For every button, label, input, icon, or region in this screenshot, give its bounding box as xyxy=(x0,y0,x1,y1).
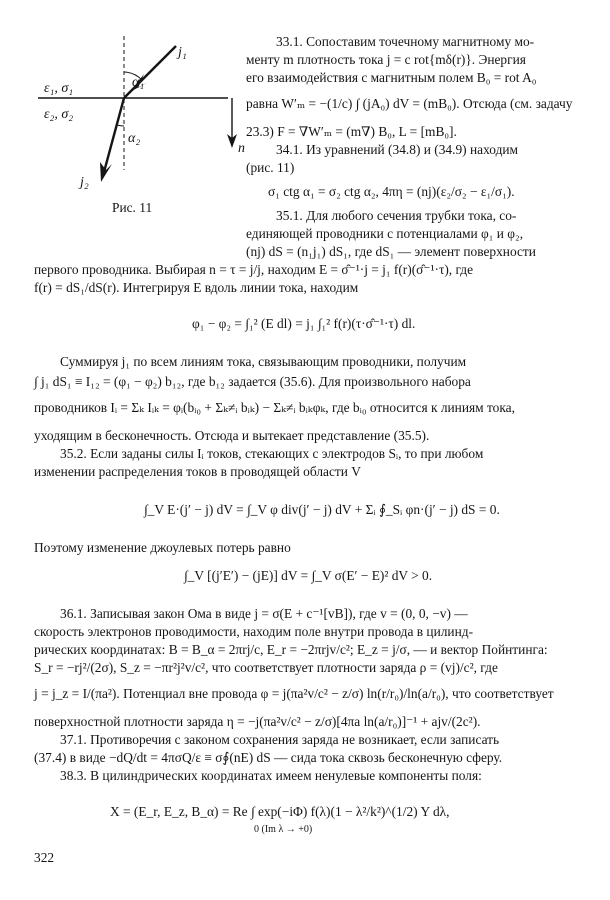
page-number: 322 xyxy=(34,850,55,865)
figure-label-alpha2: α₂ xyxy=(128,131,141,146)
figure-label-alpha1: α₁ xyxy=(132,75,145,90)
equation-line: φ₁ − φ₂ = ∫₁² (E dl) = j₁ ∫₁² f(r)(τ·σ̂⁻¹·τ) dl. xyxy=(192,316,416,331)
figure-11-diagram xyxy=(28,30,268,210)
equation-line: ∫_V E·(j′ − j) dV = ∫_V φ div(j′ − j) dV + Σᵢ ∮_Sᵢ φn·(j′ − j) dS = 0. xyxy=(144,502,500,517)
text-line: (рис. 11) xyxy=(246,160,295,175)
text-line: 36.1. Записывая закон Ома в виде j = σ(E + c⁻¹[vB]), где v = (0, 0, −v) — xyxy=(60,606,468,621)
text-line: 33.1. Сопоставим точечному магнитному мо- xyxy=(276,34,535,49)
figure-label-j1: j₁ xyxy=(178,45,187,60)
text-line: скорость электронов проводимости, находим поле внутри провода в цилинд- xyxy=(34,624,474,639)
figure-label-medium2: ε₂, σ₂ xyxy=(44,107,74,122)
text-line: уходящим в бесконечность. Отсюда и вытекает представление (35.5). xyxy=(34,428,430,443)
equation-line: ∫_V [(j′E′) − (jE)] dV = ∫_V σ(E′ − E)² dV > 0. xyxy=(184,568,433,583)
figure-label-medium1: ε₁, σ₁ xyxy=(44,81,74,96)
text-line: f(r) = dS₁/dS(r). Интегрируя E вдоль линии тока, находим xyxy=(34,280,359,295)
text-line: 35.2. Если заданы силы Iᵢ токов, стекающих с электродов Sᵢ, то при любом xyxy=(60,446,484,461)
equation-line: X = (E_r, E_z, B_α) = Re ∫ exp(−iΦ) f(λ)(1 − λ²/k²)^(1/2) Y dλ, xyxy=(110,804,450,819)
text-line: изменении распределения токов в проводящей области V xyxy=(34,464,361,479)
text-line: равна W′ₘ = −(1/c) ∫ (jA₀) dV = (mB₀). Отсюда (см. задачу xyxy=(246,96,573,111)
text-line: Суммируя j₁ по всем линиям тока, связывающим проводники, получим xyxy=(60,354,467,369)
figure-caption: Рис. 11 xyxy=(112,200,153,215)
figure-label-n: n xyxy=(238,141,245,156)
text-line: 34.1. Из уравнений (34.8) и (34.9) находим xyxy=(276,142,519,157)
equation-line: σ₁ ctg α₁ = σ₂ ctg α₂, 4πη = (nj)(ε₂/σ₂ − ε₁/σ₁). xyxy=(268,184,515,199)
text-line: 23.3) F = ∇W′ₘ = (m∇) B₀, L = [mB₀]. xyxy=(246,124,457,139)
text-line: поверхностной плотности заряда η = −j(πa²v/c² − z/σ)[4πa ln(a/r₀)]⁻¹ + ajv/(2c²). xyxy=(34,714,481,729)
j2-arrow-line xyxy=(104,98,124,172)
text-line: (37.4) в виде −dQ/dt = 4πσQ/ε ≡ σ∮(nE) dS — сида тока сквозь бесконечную сферу. xyxy=(34,750,503,765)
text-line: 35.1. Для любого сечения трубки тока, со- xyxy=(276,208,517,223)
text-line: первого проводника. Выбирая n = τ = j/j, находим E = σ̂⁻¹·j = j₁ f(r)(σ̂⁻¹·τ), где xyxy=(34,262,474,277)
text-line: ∫ j₁ dS₁ ≡ I₁₂ = (φ₁ − φ₂) b₁₂, где b₁₂ задается (35.6). Для произвольного набора xyxy=(34,374,471,389)
text-line: Поэтому изменение джоулевых потерь равно xyxy=(34,540,291,555)
text-line: S_r = −rj²/(2σ), S_z = −πr²j²v/c², что соответствует плотности заряда ρ = (vj)/c², где xyxy=(34,660,498,675)
equation-limits: 0 (Im λ → +0) xyxy=(254,824,313,835)
text-line: менту m плотность тока j = c rot{mδ(r)}. Энергия xyxy=(246,52,526,67)
text-line: 38.3. В цилиндрических координатах имеем ненулевые компоненты поля: xyxy=(60,768,482,783)
text-line: проводников Iᵢ = Σₖ Iᵢₖ = φᵢ(bᵢ₀ + Σₖ≠ᵢ bᵢₖ) − Σₖ≠ᵢ bᵢₖφₖ, где bᵢ₀ относится к линиям тока, xyxy=(34,400,515,415)
text-line: его взаимодействия с магнитным полем B₀ = rot A₀ xyxy=(246,70,537,85)
figure-label-j2: j₂ xyxy=(80,175,89,190)
text-line: единяющей проводники с потенциалами φ₁ и φ₂, xyxy=(246,226,524,241)
text-line: j = j_z = I/(πa²). Потенциал вне провода φ = j(πa²v/c² − z/σ) ln(r/r₀)/ln(a/r₀), что соответствует xyxy=(34,686,554,701)
text-line: 37.1. Противоречия с законом сохранения заряда не возникает, если записать xyxy=(60,732,500,747)
text-line: рических координатах: B = B_α = 2πrj/c, E_r = −2πrjv/c²; E_z = j/σ, — и вектор Пойнтинга: xyxy=(34,642,548,657)
alpha2-arc xyxy=(117,125,124,126)
text-line: (nj) dS = (n₁j₁) dS₁, где dS₁ — элемент поверхности xyxy=(246,244,536,259)
